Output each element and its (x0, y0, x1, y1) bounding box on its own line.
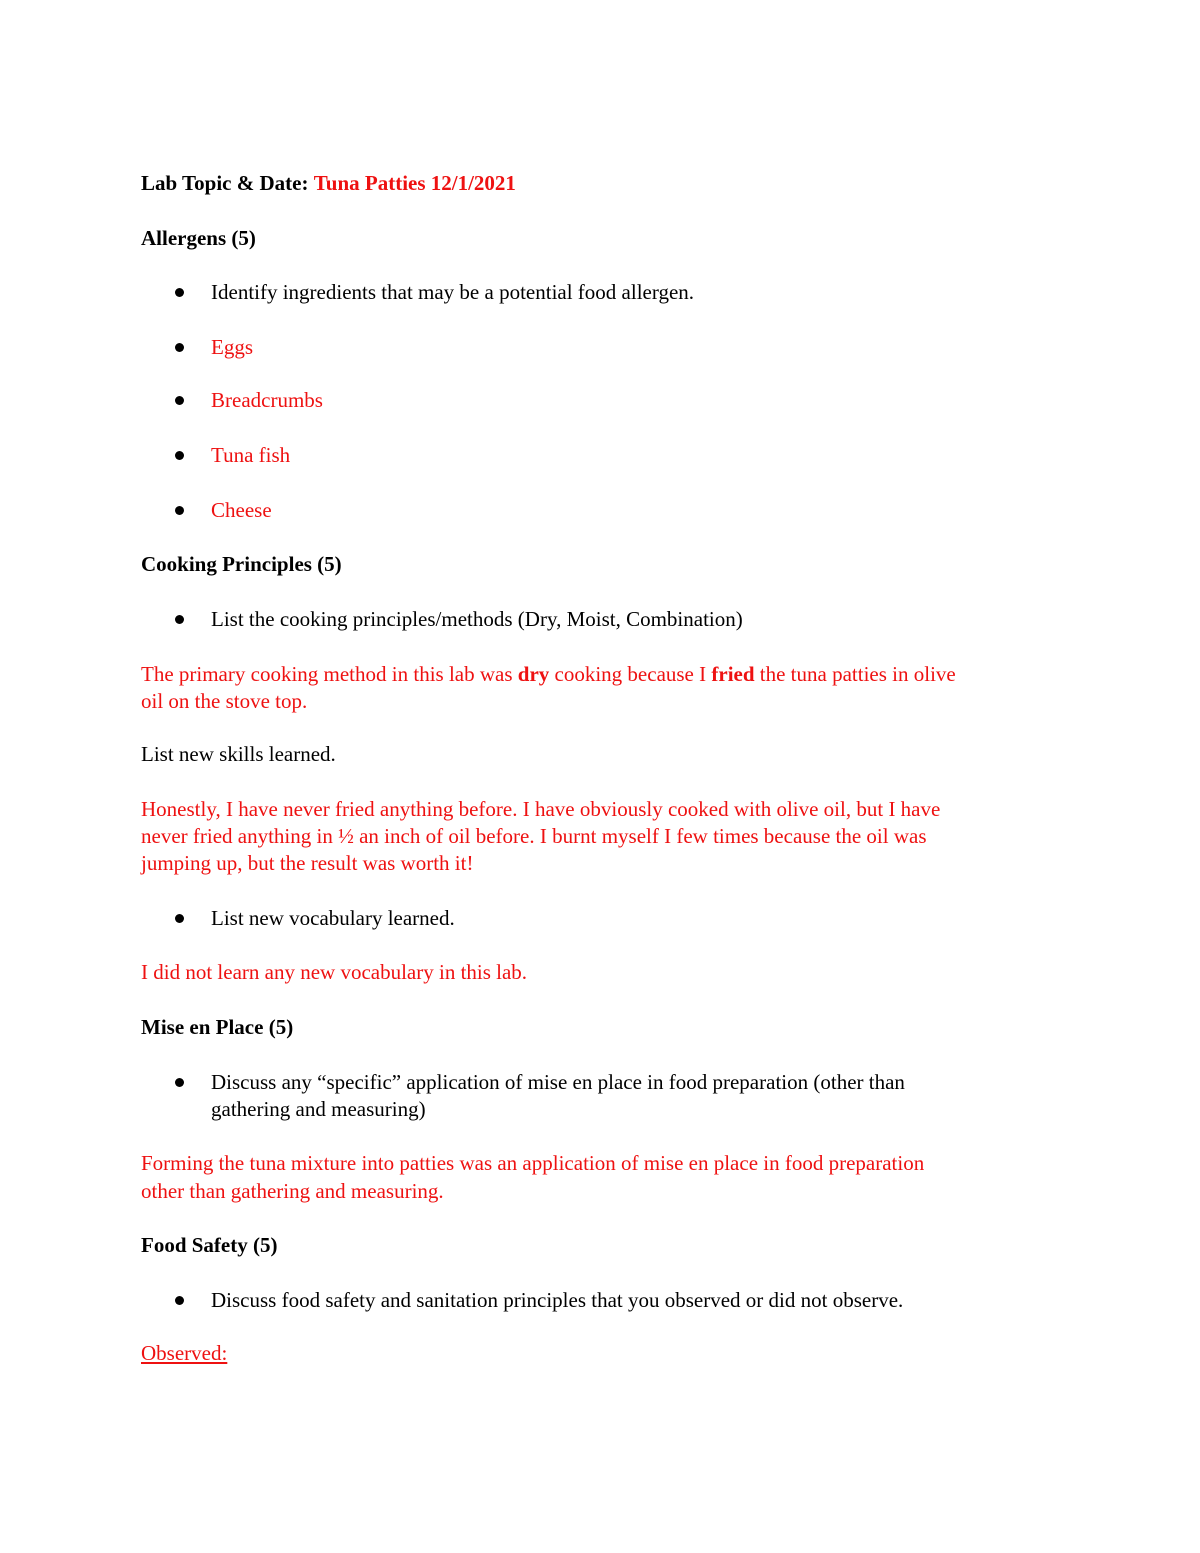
bullet-icon (175, 343, 184, 352)
safety-heading: Food Safety (5) (141, 1233, 278, 1257)
mise-answer-line: other than gathering and measuring. (141, 1179, 444, 1203)
bullet-icon (175, 1296, 184, 1305)
mise-prompt-line: gathering and measuring) (211, 1097, 426, 1121)
allergens-prompt: Identify ingredients that may be a potential food allergen. (211, 280, 695, 304)
allergen-item: Breadcrumbs (211, 388, 323, 412)
vocab-prompt: List new vocabulary learned. (211, 906, 455, 930)
bullet-icon (175, 451, 184, 460)
bullet-icon (175, 1078, 184, 1087)
lab-topic-label: Lab Topic & Date: (141, 171, 309, 195)
skills-answer-line: jumping up, but the result was worth it! (141, 851, 474, 875)
cooking-answer-line-1: The primary cooking method in this lab was dry cooking because I fried the tuna patties in olive (141, 662, 956, 686)
lab-topic-value: Tuna Patties 12/1/2021 (313, 171, 516, 195)
allergen-item: Tuna fish (211, 443, 291, 467)
allergen-item: Cheese (211, 498, 272, 522)
safety-prompt: Discuss food safety and sanitation principles that you observed or did not observe. (211, 1288, 904, 1312)
bullet-icon (175, 615, 184, 624)
allergen-item: Eggs (211, 335, 253, 359)
bullet-icon (175, 506, 184, 515)
allergens-heading: Allergens (5) (141, 226, 256, 250)
mise-heading: Mise en Place (5) (141, 1015, 294, 1039)
bullet-icon (175, 396, 184, 405)
skills-prompt: List new skills learned. (141, 742, 336, 766)
vocab-answer: I did not learn any new vocabulary in this lab. (141, 960, 528, 984)
lab-topic-line (141, 170, 516, 197)
cooking-prompt: List the cooking principles/methods (Dry, Moist, Combination) (211, 607, 743, 631)
bullet-icon (175, 914, 184, 923)
cooking-answer-line-2: oil on the stove top. (141, 689, 308, 713)
skills-answer-line: never fried anything in ½ an inch of oil before. I burnt myself I few times because the oil was (141, 824, 927, 848)
mise-prompt-line: Discuss any “specific” application of mise en place in food preparation (other than (211, 1070, 905, 1094)
skills-answer-line: Honestly, I have never fried anything before. I have obviously cooked with olive oil, but I have (141, 797, 941, 821)
observed-label: Observed: (141, 1341, 228, 1365)
bullet-icon (175, 288, 184, 297)
mise-answer-line: Forming the tuna mixture into patties was an application of mise en place in food preparation (141, 1151, 925, 1175)
cooking-heading: Cooking Principles (5) (141, 552, 342, 576)
